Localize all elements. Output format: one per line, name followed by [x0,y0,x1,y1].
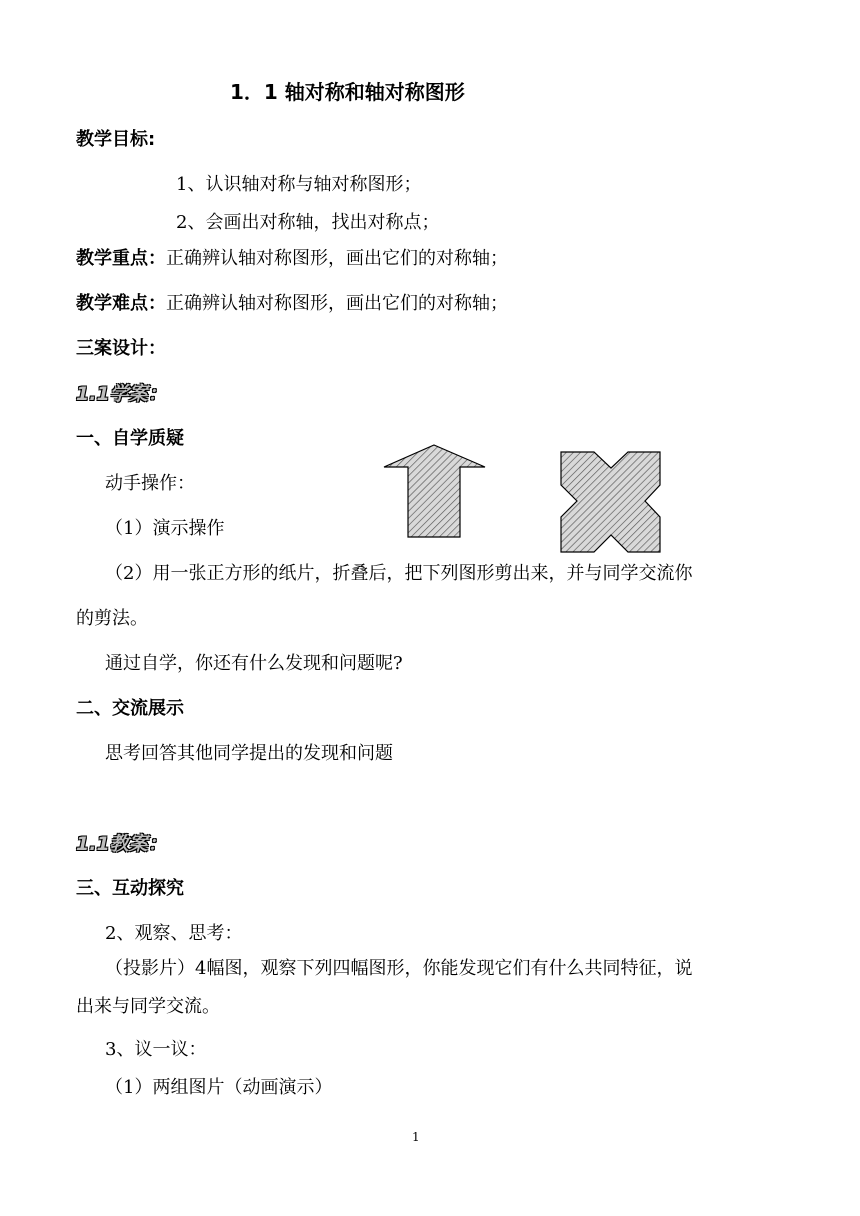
cross-shape [561,452,660,552]
item-2-line-2: 的剪法。 [76,608,148,629]
projection-line-1: （投影片）4幅图，观察下列四幅图形，你能发现它们有什么共同特征，说 [105,958,693,979]
hands-on-label: 动手操作： [105,473,195,494]
difficulty-label: 教学难点： [76,293,166,314]
teach-plan-heading: 1.1教案： [76,833,167,855]
key-text: 正确辨认轴对称图形，画出它们的对称轴； [166,248,508,269]
item-2-line-1: （2）用一张正方形的纸片，折叠后，把下列图形剪出来，并与同学交流你 [105,563,693,584]
page-number: 1 [412,1130,420,1144]
section-3-heading: 三、互动探究 [76,878,184,899]
item-1: （1）演示操作 [105,518,225,539]
key-label: 教学重点： [76,248,166,269]
reflection-question: 通过自学，你还有什么发现和问题呢? [105,653,403,674]
goal-2: 2、会画出对称轴，找出对称点； [176,212,440,233]
goals-label: 教学目标: [76,129,156,150]
arrow-shape [384,445,485,537]
section-2-text: 思考回答其他同学提出的发现和问题 [105,743,393,764]
page-title: 1．1 轴对称和轴对称图形 [230,80,465,104]
section-2-heading: 二、交流展示 [76,698,184,719]
discuss-label: 3、议一议： [105,1039,207,1060]
study-plan-heading: 1.1学案： [76,383,167,405]
difficulty-text: 正确辨认轴对称图形，画出它们的对称轴； [166,293,508,314]
design-label: 三案设计： [76,338,166,359]
section-1-heading: 一、自学质疑 [76,428,184,449]
two-groups-item: （1）两组图片（动画演示） [105,1077,333,1098]
observe-label: 2、观察、思考： [105,923,243,944]
projection-line-2: 出来与同学交流。 [76,996,220,1017]
goal-1: 1、认识轴对称与轴对称图形； [176,174,422,195]
